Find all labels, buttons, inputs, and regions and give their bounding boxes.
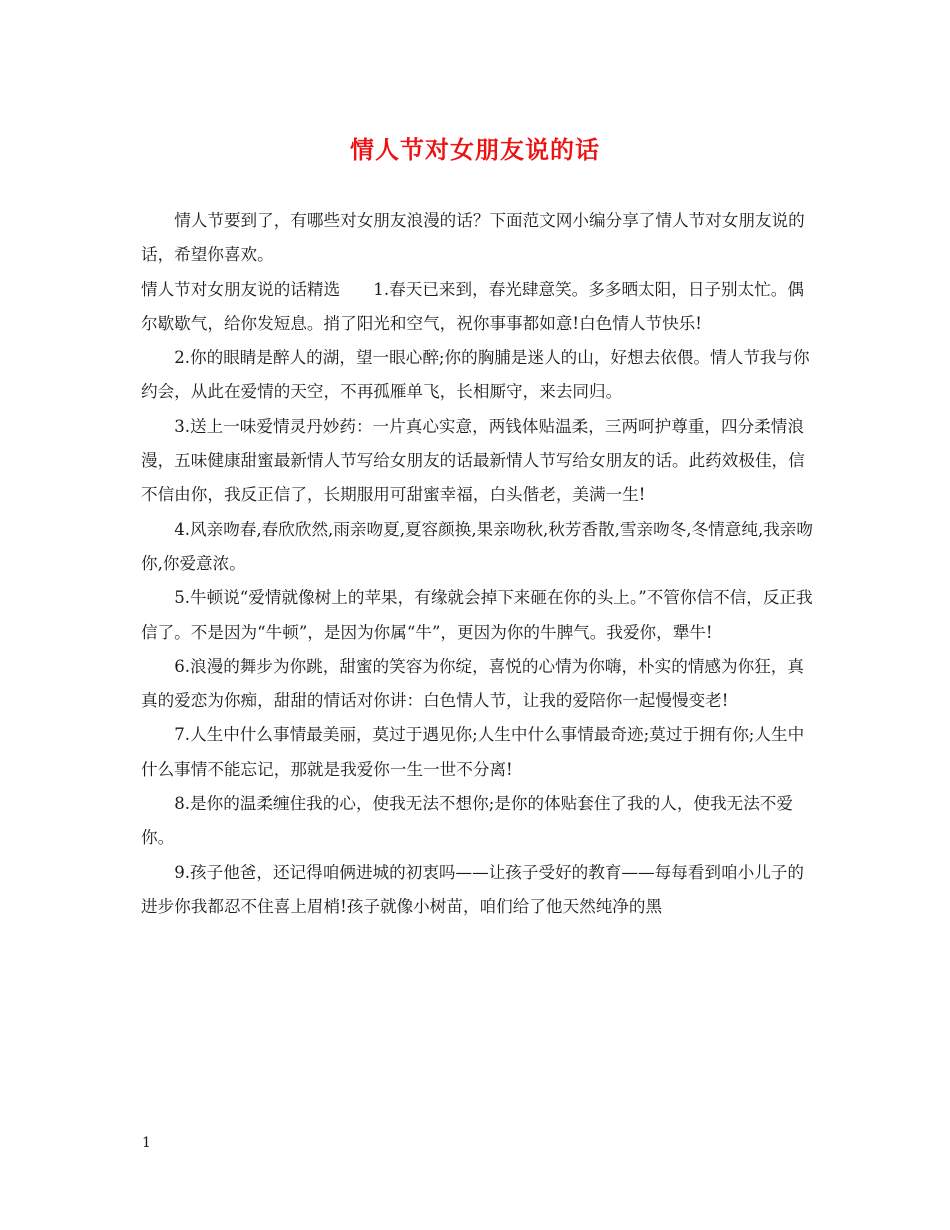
list-item-9: 9.孩子他爸，还记得咱俩进城的初衷吗——让孩子受好的教育——每每看到咱小儿子的进步你我都忍不住喜上眉梢!孩子就像小树苗，咱们给了他天然纯净的黑 <box>141 862 804 916</box>
list-item-7: 7.人生中什么事情最美丽，莫过于遇见你;人生中什么事情最奇迹;莫过于拥有你;人生中什么事情不能忘记，那就是我爱你一生一世不分离! <box>141 725 805 779</box>
page-number: 1 <box>142 1135 151 1151</box>
list-item-3: 3.送上一味爱情灵丹妙药：一片真心实意，两钱体贴温柔，三两呵护尊重，四分柔情浪漫，五味健康甜蜜最新情人节写给女朋友的话最新情人节写给女朋友的话。此药效极佳，信不信由你，我反正信了，长期服用可甜蜜幸福，白头偕老，美满一生! <box>141 416 805 505</box>
intro-paragraph: 情人节要到了，有哪些对女朋友浪漫的话？下面范文网小编分享了情人节对女朋友说的话，希望你喜欢。 <box>141 211 805 265</box>
section-heading-paragraph: 情人节对女朋友说的话精选 1.春天已来到，春光肆意笑。多多晒太阳，日子别太忙。偶尔歇歇气，给你发短息。捎了阳光和空气，祝你事事都如意!白色情人节快乐! <box>141 279 804 333</box>
list-item-6: 6.浪漫的舞步为你跳，甜蜜的笑容为你绽，喜悦的心情为你嗨，朴实的情感为你狂，真真的爱恋为你痴，甜甜的情话对你讲：白色情人节，让我的爱陪你一起慢慢变老! <box>141 656 804 711</box>
list-item-2: 2.你的眼睛是醉人的湖，望一眼心醉;你的胸脯是迷人的山，好想去依偎。情人节我与你约会，从此在爱情的天空，不再孤雁单飞，长相厮守，来去同归。 <box>141 348 810 402</box>
document-body <box>141 204 813 924</box>
list-item-4: 4.风亲吻春,春欣欣然,雨亲吻夏,夏容颜换,果亲吻秋,秋芳香散,雪亲吻冬,冬情意纯,我亲吻你,你爱意浓。 <box>141 519 813 573</box>
document-title: 情人节对女朋友说的话 <box>350 135 600 164</box>
list-item-5: 5.牛顿说“爱情就像树上的苹果，有缘就会掉下来砸在你的头上。”不管你信不信，反正我信了。不是因为“牛顿”，是因为你属“牛”，更因为你的牛脾气。我爱你，犟牛! <box>141 588 813 642</box>
list-item-8: 8.是你的温柔缠住我的心，使我无法不想你;是你的体贴套住了我的人，使我无法不爱你。 <box>141 794 793 848</box>
